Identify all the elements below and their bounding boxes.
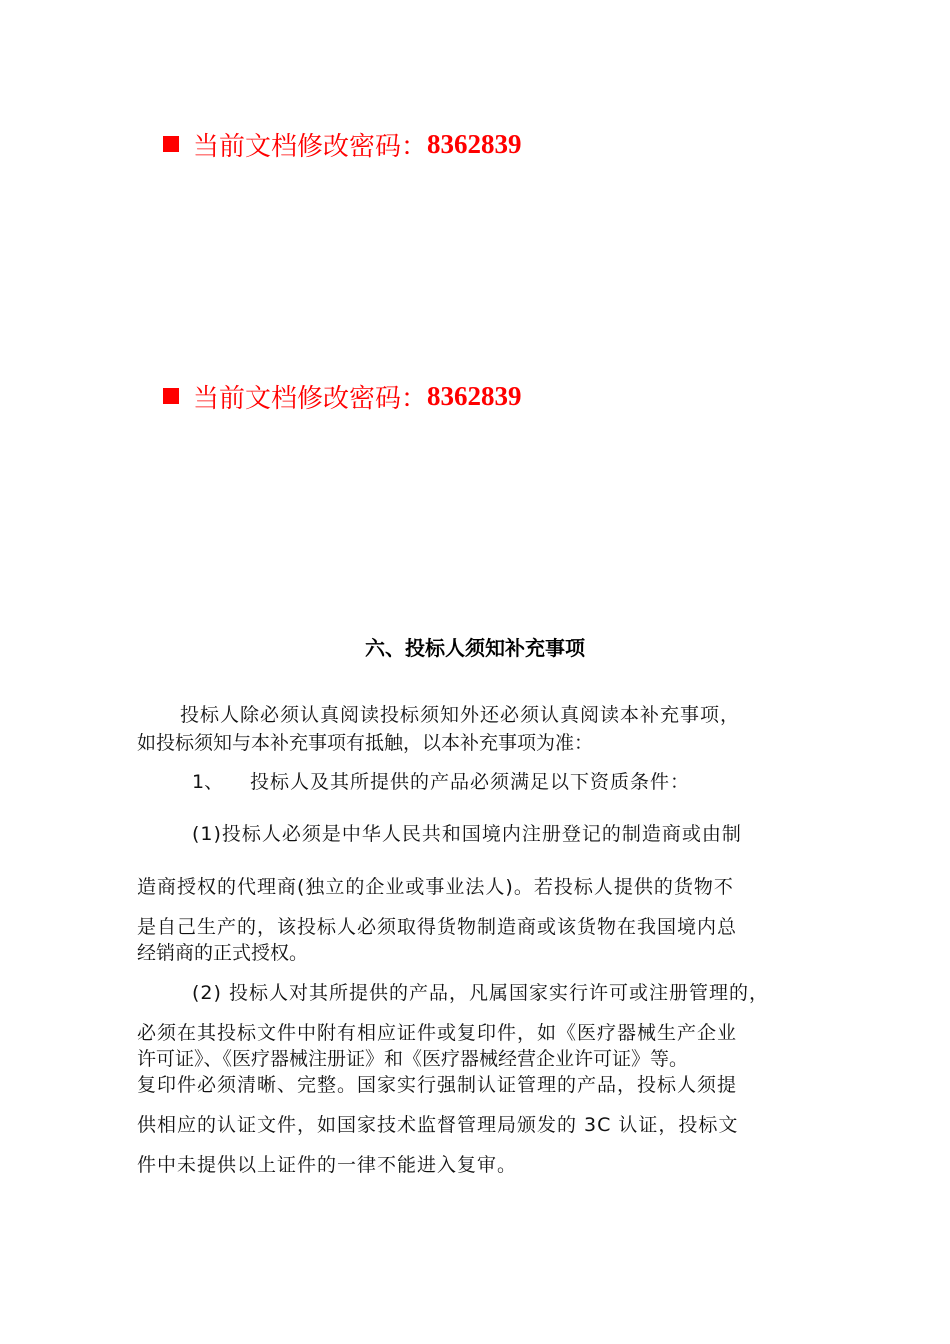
para-1-line-2: 造商授权的代理商(独立的企业或事业法人)。若投标人提供的货物不 bbox=[137, 876, 734, 898]
intro-line-1: 投标人除必须认真阅读投标须知外还必须认真阅读本补充事项， bbox=[180, 704, 741, 726]
item-1-number: 1、 bbox=[192, 771, 224, 793]
para-1-line-1: (1)投标人必须是中华人民共和国境内注册登记的制造商或由制 bbox=[192, 823, 742, 845]
para-2-line-1: (2) 投标人对其所提供的产品，凡属国家实行许可或注册管理的， bbox=[192, 982, 769, 1004]
para-2-line-5: 供相应的认证文件，如国家技术监督管理局颁发的 3C 认证，投标文 bbox=[137, 1114, 739, 1136]
password-notice-label: 当前文档修改密码： bbox=[193, 131, 428, 162]
para-1-line-4: 经销商的正式授权。 bbox=[137, 942, 309, 964]
para-2-line-2: 必须在其投标文件中附有相应证件或复印件，如《医疗器械生产企业 bbox=[137, 1022, 738, 1044]
square-bullet-icon bbox=[163, 388, 179, 404]
password-notice-code: 8362839 bbox=[427, 128, 522, 159]
password-notice-1 bbox=[163, 127, 522, 161]
section-title: 六、投标人须知补充事项 bbox=[365, 636, 585, 660]
para-2-line-6: 件中未提供以上证件的一律不能进入复审。 bbox=[137, 1154, 518, 1176]
para-1-line-3: 是自己生产的，该投标人必须取得货物制造商或该货物在我国境内总 bbox=[137, 916, 738, 938]
para-2-line-4: 复印件必须清晰、完整。国家实行强制认证管理的产品，投标人须提 bbox=[137, 1074, 738, 1096]
square-bullet-icon bbox=[163, 136, 179, 152]
password-notice-2 bbox=[163, 379, 522, 413]
intro-line-2: 如投标须知与本补充事项有抵触，以本补充事项为准： bbox=[137, 732, 594, 754]
item-1-text: 投标人及其所提供的产品必须满足以下资质条件： bbox=[250, 771, 691, 793]
password-notice-code: 8362839 bbox=[427, 380, 522, 411]
password-notice-label: 当前文档修改密码： bbox=[193, 383, 428, 414]
para-2-line-3: 许可证》、《医疗器械注册证》和《医疗器械经营企业许可证》等。 bbox=[137, 1048, 689, 1070]
